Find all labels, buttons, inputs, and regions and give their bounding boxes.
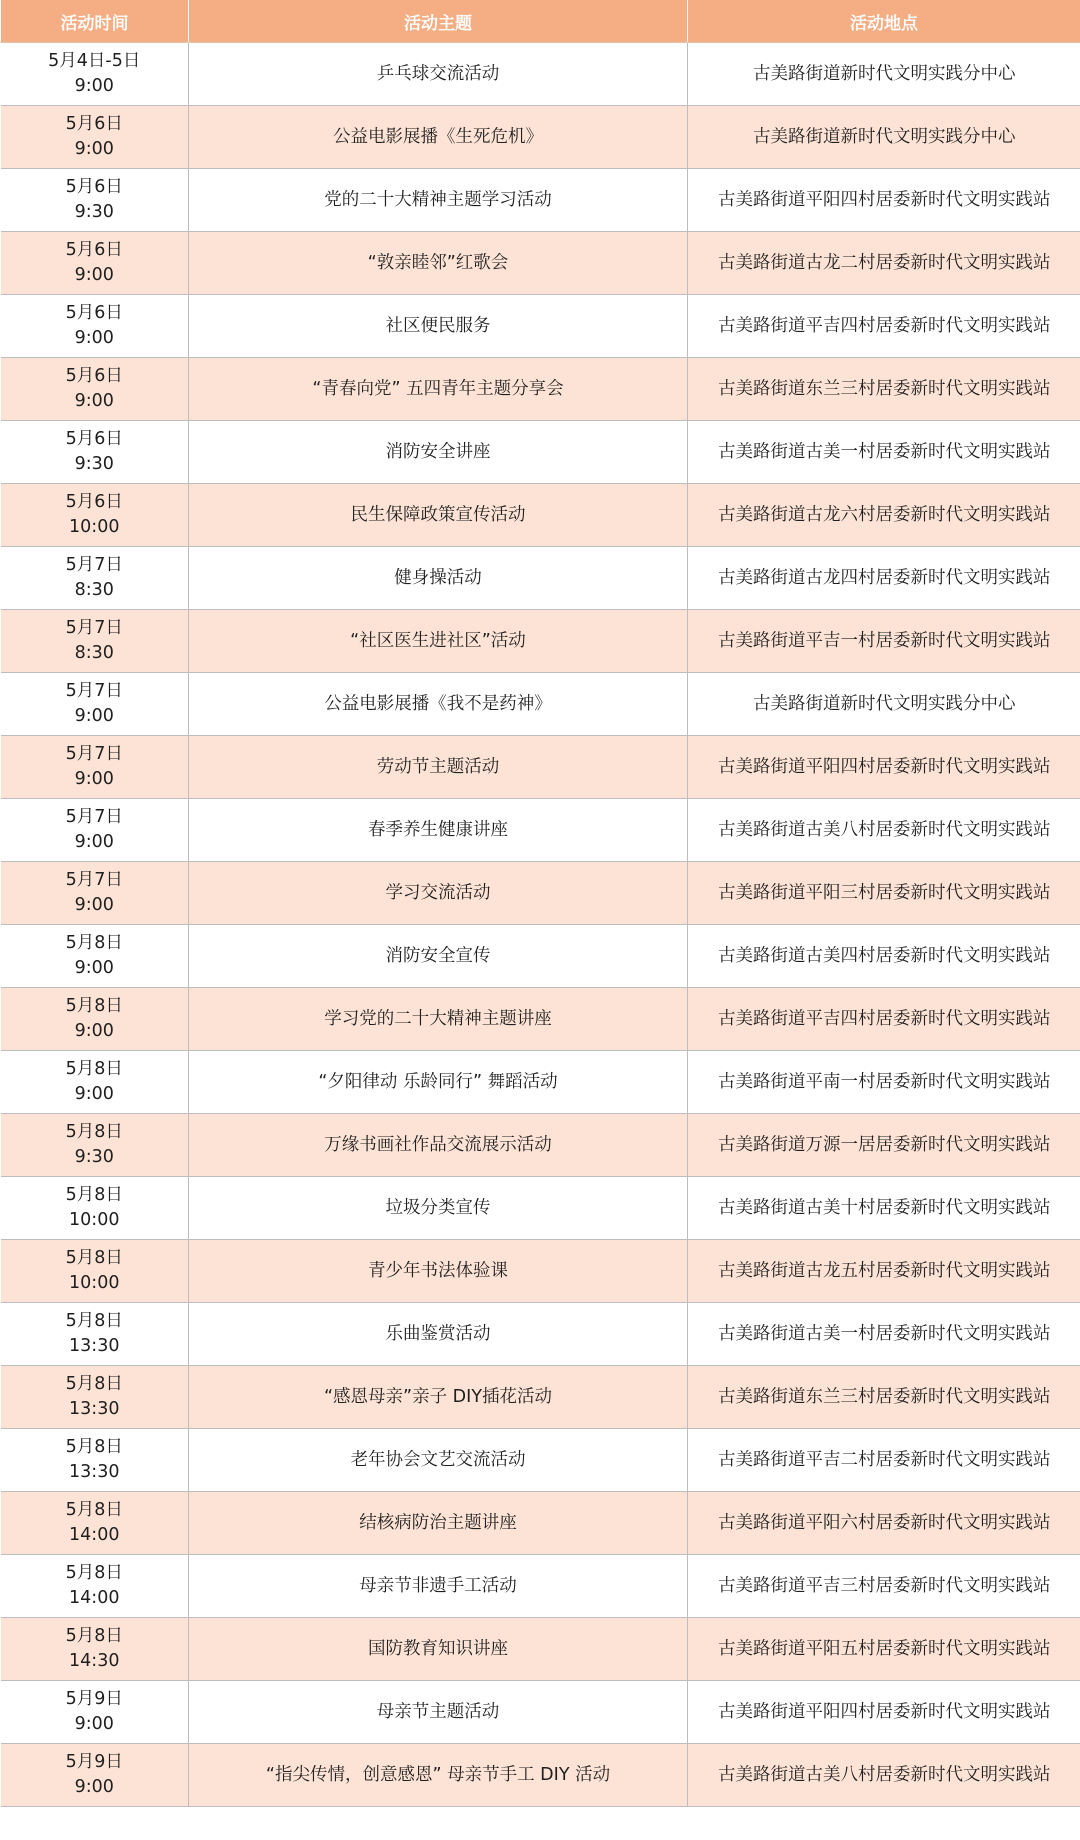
activity-date: 5月9日 bbox=[65, 1689, 123, 1709]
activity-place: 古美路街道新时代文明实践分中心 bbox=[688, 673, 1080, 736]
activity-place: 古美路街道平吉四村居委新时代文明实践站 bbox=[688, 295, 1080, 358]
time-cell bbox=[1, 1744, 189, 1807]
table-row bbox=[1, 1492, 1080, 1555]
activity-place: 古美路街道平阳四村居委新时代文明实践站 bbox=[688, 736, 1080, 799]
table-row bbox=[1, 925, 1080, 988]
table-row bbox=[1, 736, 1080, 799]
activity-place: 古美路街道古美十村居委新时代文明实践站 bbox=[688, 1177, 1080, 1240]
activity-topic: “夕阳律动 乐龄同行” 舞蹈活动 bbox=[189, 1051, 688, 1114]
activity-date: 5月7日 bbox=[65, 618, 123, 638]
activity-topic: “青春向党” 五四青年主题分享会 bbox=[189, 358, 688, 421]
activity-topic: 老年协会文艺交流活动 bbox=[189, 1429, 688, 1492]
activity-place: 古美路街道平吉一村居委新时代文明实践站 bbox=[688, 610, 1080, 673]
activity-date: 5月8日 bbox=[65, 933, 123, 953]
activity-topic: 健身操活动 bbox=[189, 547, 688, 610]
activity-clock-time: 9:00 bbox=[74, 1084, 114, 1104]
activity-place: 古美路街道平吉三村居委新时代文明实践站 bbox=[688, 1555, 1080, 1618]
activity-place: 古美路街道东兰三村居委新时代文明实践站 bbox=[688, 358, 1080, 421]
table-row bbox=[1, 1114, 1080, 1177]
header-row bbox=[1, 0, 1080, 43]
time-cell bbox=[1, 610, 189, 673]
time-cell bbox=[1, 925, 189, 988]
time-cell bbox=[1, 673, 189, 736]
activity-place: 古美路街道古美八村居委新时代文明实践站 bbox=[688, 1744, 1080, 1807]
activity-topic: 青少年书法体验课 bbox=[189, 1240, 688, 1303]
activity-place: 古美路街道古龙二村居委新时代文明实践站 bbox=[688, 232, 1080, 295]
activity-place: 古美路街道平阳五村居委新时代文明实践站 bbox=[688, 1618, 1080, 1681]
activity-place: 古美路街道古龙四村居委新时代文明实践站 bbox=[688, 547, 1080, 610]
table-row bbox=[1, 358, 1080, 421]
activity-place: 古美路街道新时代文明实践分中心 bbox=[688, 106, 1080, 169]
activity-clock-time: 9:00 bbox=[74, 832, 114, 852]
time-cell bbox=[1, 421, 189, 484]
activity-date: 5月8日 bbox=[65, 1248, 123, 1268]
activity-topic: 消防安全讲座 bbox=[189, 421, 688, 484]
table-row bbox=[1, 1744, 1080, 1807]
activity-place: 古美路街道万源一居居委新时代文明实践站 bbox=[688, 1114, 1080, 1177]
activity-date: 5月6日 bbox=[65, 366, 123, 386]
activity-place: 古美路街道平阳四村居委新时代文明实践站 bbox=[688, 169, 1080, 232]
activity-date: 5月7日 bbox=[65, 807, 123, 827]
time-cell bbox=[1, 43, 189, 106]
activity-clock-time: 9:00 bbox=[74, 328, 114, 348]
activity-date: 5月4日-5日 bbox=[48, 51, 141, 71]
activity-topic: 党的二十大精神主题学习活动 bbox=[189, 169, 688, 232]
time-cell bbox=[1, 358, 189, 421]
table-row bbox=[1, 673, 1080, 736]
activity-clock-time: 9:30 bbox=[74, 454, 114, 474]
activity-clock-time: 9:30 bbox=[74, 202, 114, 222]
table-row bbox=[1, 1618, 1080, 1681]
activity-date: 5月6日 bbox=[65, 114, 123, 134]
table-row bbox=[1, 547, 1080, 610]
activity-topic: 公益电影展播《我不是药神》 bbox=[189, 673, 688, 736]
activity-topic: “指尖传情，创意感恩” 母亲节手工 DIY 活动 bbox=[189, 1744, 688, 1807]
time-cell bbox=[1, 106, 189, 169]
activity-clock-time: 9:00 bbox=[74, 391, 114, 411]
table-row bbox=[1, 1240, 1080, 1303]
activity-date: 5月6日 bbox=[65, 240, 123, 260]
activity-clock-time: 9:00 bbox=[74, 139, 114, 159]
time-cell bbox=[1, 1240, 189, 1303]
table-row bbox=[1, 484, 1080, 547]
activity-clock-time: 13:30 bbox=[69, 1336, 120, 1356]
activity-topic: 国防教育知识讲座 bbox=[189, 1618, 688, 1681]
activity-date: 5月8日 bbox=[65, 1437, 123, 1457]
activity-topic: 乒乓球交流活动 bbox=[189, 43, 688, 106]
time-cell bbox=[1, 169, 189, 232]
activity-clock-time: 10:00 bbox=[69, 517, 120, 537]
activity-topic: 公益电影展播《生死危机》 bbox=[189, 106, 688, 169]
activity-date: 5月6日 bbox=[65, 303, 123, 323]
activity-clock-time: 14:30 bbox=[69, 1651, 120, 1671]
activity-place: 古美路街道东兰三村居委新时代文明实践站 bbox=[688, 1366, 1080, 1429]
activity-topic: 结核病防治主题讲座 bbox=[189, 1492, 688, 1555]
activity-date: 5月8日 bbox=[65, 996, 123, 1016]
activity-clock-time: 13:30 bbox=[69, 1462, 120, 1482]
activity-topic: 民生保障政策宣传活动 bbox=[189, 484, 688, 547]
activity-date: 5月6日 bbox=[65, 492, 123, 512]
activity-date: 5月7日 bbox=[65, 555, 123, 575]
activity-topic: 消防安全宣传 bbox=[189, 925, 688, 988]
activity-clock-time: 9:00 bbox=[74, 769, 114, 789]
time-cell bbox=[1, 1555, 189, 1618]
activity-place: 古美路街道平阳四村居委新时代文明实践站 bbox=[688, 1681, 1080, 1744]
activity-topic: 学习党的二十大精神主题讲座 bbox=[189, 988, 688, 1051]
activity-date: 5月7日 bbox=[65, 681, 123, 701]
time-cell bbox=[1, 1114, 189, 1177]
table-row bbox=[1, 43, 1080, 106]
activity-clock-time: 9:00 bbox=[74, 1777, 114, 1797]
table-row bbox=[1, 169, 1080, 232]
table-row bbox=[1, 862, 1080, 925]
activity-place: 古美路街道平南一村居委新时代文明实践站 bbox=[688, 1051, 1080, 1114]
table-row bbox=[1, 1177, 1080, 1240]
activity-topic: 垃圾分类宣传 bbox=[189, 1177, 688, 1240]
table-row bbox=[1, 232, 1080, 295]
activity-topic: 万缘书画社作品交流展示活动 bbox=[189, 1114, 688, 1177]
table-row bbox=[1, 610, 1080, 673]
activity-topic: “社区医生进社区”活动 bbox=[189, 610, 688, 673]
table-row bbox=[1, 1051, 1080, 1114]
activity-place: 古美路街道古美八村居委新时代文明实践站 bbox=[688, 799, 1080, 862]
activity-topic: “感恩母亲”亲子 DIY插花活动 bbox=[189, 1366, 688, 1429]
header-time: 活动时间 bbox=[1, 0, 189, 43]
activity-topic: 乐曲鉴赏活动 bbox=[189, 1303, 688, 1366]
activity-date: 5月8日 bbox=[65, 1122, 123, 1142]
activity-topic: 母亲节非遗手工活动 bbox=[189, 1555, 688, 1618]
activity-date: 5月8日 bbox=[65, 1563, 123, 1583]
activity-topic: 社区便民服务 bbox=[189, 295, 688, 358]
activity-clock-time: 10:00 bbox=[69, 1210, 120, 1230]
table-row bbox=[1, 421, 1080, 484]
time-cell bbox=[1, 1051, 189, 1114]
time-cell bbox=[1, 1303, 189, 1366]
activity-place: 古美路街道平吉二村居委新时代文明实践站 bbox=[688, 1429, 1080, 1492]
activity-date: 5月6日 bbox=[65, 177, 123, 197]
activity-topic: 春季养生健康讲座 bbox=[189, 799, 688, 862]
activity-place: 古美路街道古龙六村居委新时代文明实践站 bbox=[688, 484, 1080, 547]
time-cell bbox=[1, 1681, 189, 1744]
activity-date: 5月7日 bbox=[65, 870, 123, 890]
header-place: 活动地点 bbox=[688, 0, 1080, 43]
activity-place: 古美路街道新时代文明实践分中心 bbox=[688, 43, 1080, 106]
activity-clock-time: 10:00 bbox=[69, 1273, 120, 1293]
activity-clock-time: 9:00 bbox=[74, 76, 114, 96]
time-cell bbox=[1, 799, 189, 862]
activity-clock-time: 8:30 bbox=[74, 580, 114, 600]
activity-clock-time: 14:00 bbox=[69, 1588, 120, 1608]
activity-topic: 母亲节主题活动 bbox=[189, 1681, 688, 1744]
table-row bbox=[1, 1681, 1080, 1744]
time-cell bbox=[1, 547, 189, 610]
activity-clock-time: 9:00 bbox=[74, 265, 114, 285]
activity-clock-time: 13:30 bbox=[69, 1399, 120, 1419]
time-cell bbox=[1, 1366, 189, 1429]
activity-place: 古美路街道平阳三村居委新时代文明实践站 bbox=[688, 862, 1080, 925]
activity-topic: “敦亲睦邻”红歌会 bbox=[189, 232, 688, 295]
activity-clock-time: 9:00 bbox=[74, 1714, 114, 1734]
activity-clock-time: 9:00 bbox=[74, 958, 114, 978]
activity-clock-time: 14:00 bbox=[69, 1525, 120, 1545]
activity-topic: 学习交流活动 bbox=[189, 862, 688, 925]
activity-clock-time: 9:30 bbox=[74, 1147, 114, 1167]
table-row bbox=[1, 1429, 1080, 1492]
table-row bbox=[1, 1366, 1080, 1429]
table-row bbox=[1, 988, 1080, 1051]
activity-place: 古美路街道平阳六村居委新时代文明实践站 bbox=[688, 1492, 1080, 1555]
table-body bbox=[1, 43, 1080, 1807]
table-header bbox=[1, 0, 1080, 43]
table-row bbox=[1, 1303, 1080, 1366]
activity-date: 5月7日 bbox=[65, 744, 123, 764]
activity-clock-time: 9:00 bbox=[74, 706, 114, 726]
time-cell bbox=[1, 862, 189, 925]
time-cell bbox=[1, 1618, 189, 1681]
table-row bbox=[1, 295, 1080, 358]
activity-place: 古美路街道古美一村居委新时代文明实践站 bbox=[688, 1303, 1080, 1366]
time-cell bbox=[1, 232, 189, 295]
time-cell bbox=[1, 295, 189, 358]
activity-date: 5月8日 bbox=[65, 1059, 123, 1079]
activity-date: 5月8日 bbox=[65, 1311, 123, 1331]
activity-date: 5月8日 bbox=[65, 1185, 123, 1205]
activity-place: 古美路街道古龙五村居委新时代文明实践站 bbox=[688, 1240, 1080, 1303]
activity-clock-time: 9:00 bbox=[74, 1021, 114, 1041]
header-topic: 活动主题 bbox=[189, 0, 688, 43]
activity-clock-time: 9:00 bbox=[74, 895, 114, 915]
activity-place: 古美路街道平吉四村居委新时代文明实践站 bbox=[688, 988, 1080, 1051]
activity-date: 5月6日 bbox=[65, 429, 123, 449]
activity-date: 5月9日 bbox=[65, 1752, 123, 1772]
table-row bbox=[1, 106, 1080, 169]
time-cell bbox=[1, 1492, 189, 1555]
table-row bbox=[1, 799, 1080, 862]
time-cell bbox=[1, 988, 189, 1051]
time-cell bbox=[1, 484, 189, 547]
activity-date: 5月8日 bbox=[65, 1500, 123, 1520]
table-row bbox=[1, 1555, 1080, 1618]
activity-clock-time: 8:30 bbox=[74, 643, 114, 663]
time-cell bbox=[1, 1429, 189, 1492]
activity-topic: 劳动节主题活动 bbox=[189, 736, 688, 799]
activity-place: 古美路街道古美一村居委新时代文明实践站 bbox=[688, 421, 1080, 484]
time-cell bbox=[1, 1177, 189, 1240]
activity-date: 5月8日 bbox=[65, 1626, 123, 1646]
activity-date: 5月8日 bbox=[65, 1374, 123, 1394]
activity-place: 古美路街道古美四村居委新时代文明实践站 bbox=[688, 925, 1080, 988]
time-cell bbox=[1, 736, 189, 799]
